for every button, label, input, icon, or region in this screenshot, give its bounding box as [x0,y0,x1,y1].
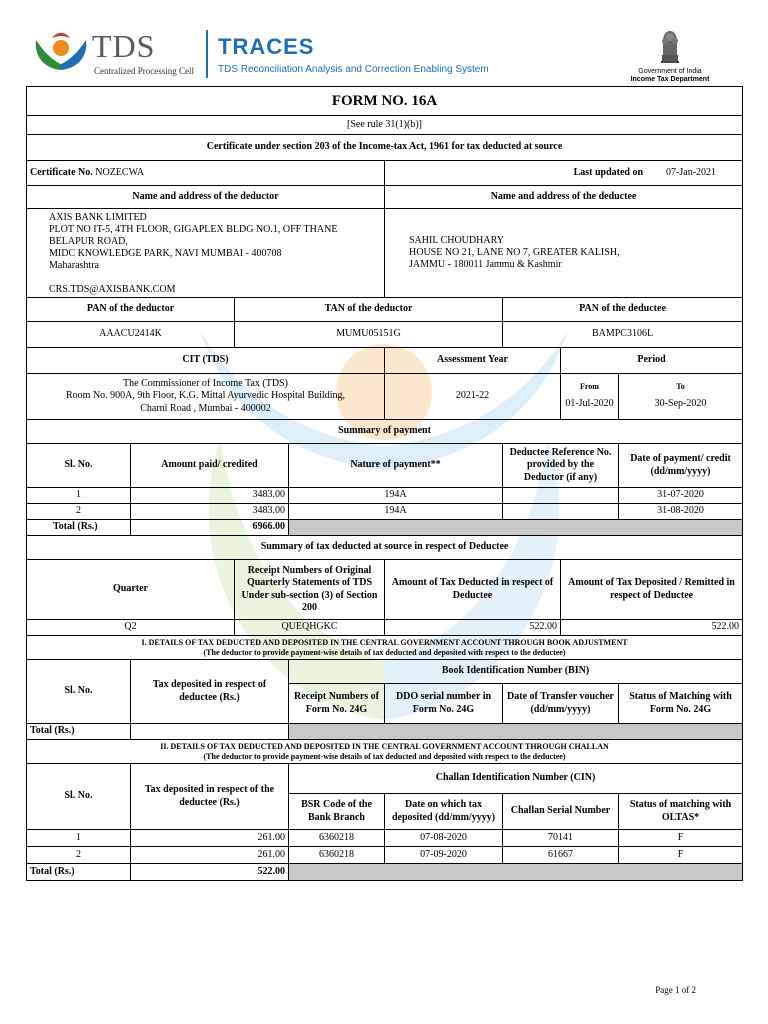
deductor-address-line [49,272,381,284]
s2-date: 07-09-2020 [385,847,503,864]
s2-col-sl: Sl. No. [27,764,131,830]
sp-sl: 2 [27,504,131,520]
s2-col-tax: Tax deposited in respect of the deductee (Rs.) [131,764,289,830]
sp-total-label: Total (Rs.) [27,520,131,536]
sp-sl: 1 [27,488,131,504]
traces-title: TRACES [218,34,315,59]
s2-tax: 261.00 [131,847,289,864]
sp-col-ref: Deductee Reference No. provided by the Deductor (if any) [503,444,619,488]
deductee-heading: Name and address of the deductee [385,186,743,209]
sp-nature: 194A [289,488,503,504]
certificate-heading: Certificate under section 203 of the Income-tax Act, 1961 for tax deducted at source [27,135,743,161]
st-col-quarter: Quarter [27,560,235,620]
deductee-address [385,209,743,298]
sp-nature: 194A [289,504,503,520]
s1-bin-heading: Book Identification Number (BIN) [289,660,743,684]
s2-total-value: 522.00 [131,864,289,881]
st-deducted: 522.00 [385,620,561,636]
table-row [27,830,743,847]
sp-total-filler [289,520,743,536]
sp-date: 31-08-2020 [619,504,743,520]
s2-tax: 261.00 [131,830,289,847]
pan-deductee-value: BAMPC3106L [503,322,743,348]
s2-bsr: 6360218 [289,847,385,864]
assessment-year-label: Assessment Year [385,348,561,374]
pan-deductor-label: PAN of the deductor [27,298,235,322]
last-updated-value: 07-Jan-2021 [666,166,717,178]
period-to-cell [619,374,743,420]
sp-ref [503,504,619,520]
form-title: FORM NO. 16A [27,87,743,116]
period-from-cell [561,374,619,420]
sp-total-value: 6966.00 [131,520,289,536]
sp-amount: 3483.00 [131,504,289,520]
form-16a-table [26,86,743,881]
page-header [0,0,768,88]
s1-total-filler [289,724,743,740]
certificate-no-label: Certificate No. [30,166,93,178]
certificate-no-value: NOZECWA [95,166,145,178]
s2-serial: 70141 [503,830,619,847]
certificate-no-cell [27,161,385,186]
income-tax-dept-label: Income Tax Department [630,76,710,83]
sp-amount: 3483.00 [131,488,289,504]
s2-cin-heading: Challan Identification Number (CIN) [289,764,743,794]
section2-heading-cell [27,740,743,764]
s2-col-serial: Challan Serial Number [503,794,619,830]
deductor-address-line: BELAPUR ROAD, [49,236,128,247]
table-row [27,504,743,520]
s2-status: F [619,847,743,864]
table-row [27,620,743,636]
s1-col-status: Status of Matching with Form No. 24G [619,684,743,724]
page-number: Page 1 of 2 [655,985,696,995]
sp-col-amount: Amount paid/ credited [131,444,289,488]
table-row [27,488,743,504]
s2-bsr: 6360218 [289,830,385,847]
s1-col-sl: Sl. No. [27,660,131,724]
s2-sl: 1 [27,830,131,847]
sp-col-sl: Sl. No. [27,444,131,488]
deductor-address-line: PLOT NO IT-5, 4TH FLOOR, GIGAPLEX BLDG NO.1, OFF THANE [49,224,338,235]
tan-deductor-label: TAN of the deductor [235,298,503,322]
section1-heading-cell [27,636,743,660]
cit-label: CIT (TDS) [27,348,385,374]
deductor-heading: Name and address of the deductor [27,186,385,209]
s1-total-label: Total (Rs.) [27,724,131,740]
s2-date: 07-08-2020 [385,830,503,847]
form-rule: [See rule 31(1)(b)] [27,116,743,135]
deductor-address-line: MIDC KNOWLEDGE PARK, NAVI MUMBAI - 400708 [49,248,282,259]
last-updated-cell [385,161,743,186]
sp-col-nature: Nature of payment** [289,444,503,488]
section2-subheading: (The deductor to provide payment-wise details of tax deducted and deposited with respect to the deductee) [203,751,566,761]
pan-deductee-label: PAN of the deductee [503,298,743,322]
deductor-address-line: AXIS BANK LIMITED [49,212,147,223]
national-emblem-icon [654,25,686,65]
deductor-address [27,209,385,298]
pan-deductor-value: AAACU2414K [27,322,235,348]
deductee-address-line: SAHIL CHOUDHARY [409,235,504,246]
s1-col-receipt: Receipt Numbers of Form No. 24G [289,684,385,724]
cit-address [27,374,385,420]
period-from-label: From [580,382,599,392]
s2-col-status: Status of matching with OLTAS* [619,794,743,830]
s2-total-filler [289,864,743,881]
s2-total-label: Total (Rs.) [27,864,131,881]
st-col-deposited: Amount of Tax Deposited / Remitted in respect of Deductee [561,560,743,620]
s2-serial: 61667 [503,847,619,864]
govt-of-india-label: Government of India [638,68,702,75]
period-to-value: 30-Sep-2020 [654,398,707,410]
tds-logo-text: TDS [92,28,156,64]
tds-logo-subtitle: Centralized Processing Cell [94,66,194,76]
period-label: Period [561,348,743,374]
s2-col-bsr: BSR Code of the Bank Branch [289,794,385,830]
s1-col-ddo: DDO serial number in Form No. 24G [385,684,503,724]
deductor-address-line: Maharashtra [49,260,99,271]
cit-address-line: Charni Road , Mumbai - 400002 [140,402,271,414]
section2-heading: II. DETAILS OF TAX DEDUCTED AND DEPOSITED IN THE CENTRAL GOVERNMENT ACCOUNT THROUGH CHALLAN [160,741,609,751]
last-updated-label: Last updated on [573,166,644,178]
cit-address-line: Room No. 900A, 9th Floor, K.G. Mittal Ayurvedic Hospital Building, [66,390,345,402]
st-receipt: QUEQHGKC [235,620,385,636]
header-divider [206,30,208,78]
st-deposited: 522.00 [561,620,743,636]
deductee-address-line: JAMMU - 180011 Jammu & Kashmir [409,259,562,270]
sp-ref [503,488,619,504]
st-quarter: Q2 [27,620,235,636]
s2-sl: 2 [27,847,131,864]
period-to-label: To [676,382,685,392]
s1-total-value [131,724,289,740]
period-from-value: 01-Jul-2020 [565,398,614,410]
sp-date: 31-07-2020 [619,488,743,504]
s2-status: F [619,830,743,847]
tds-logo-icon [30,30,92,76]
summary-payment-heading: Summary of payment [27,420,743,444]
st-col-deducted: Amount of Tax Deducted in respect of Deductee [385,560,561,620]
table-row [27,847,743,864]
cit-address-line: The Commissioner of Income Tax (TDS) [123,377,288,389]
summary-tax-heading: Summary of tax deducted at source in respect of Deductee [27,536,743,560]
s1-col-date: Date of Transfer voucher (dd/mm/yyyy) [503,684,619,724]
s1-col-tax: Tax deposited in respect of deductee (Rs.) [131,660,289,724]
section1-heading: I. DETAILS OF TAX DEDUCTED AND DEPOSITED IN THE CENTRAL GOVERNMENT ACCOUNT THROUGH BOOK ADJUSTMENT [141,637,628,647]
deductee-address-line: HOUSE NO 21, LANE NO 7, GREATER KALISH, [409,247,620,258]
assessment-year-value: 2021-22 [385,374,561,420]
traces-subtitle: TDS Reconciliation Analysis and Correction Enabling System [218,64,489,75]
sp-col-date: Date of payment/ credit (dd/mm/yyyy) [619,444,743,488]
section1-subheading: (The deductor to provide payment-wise details of tax deducted and deposited with respect to the deductee) [203,647,566,657]
tan-deductor-value: MUMU05151G [235,322,503,348]
s2-col-date: Date on which tax deposited (dd/mm/yyyy) [385,794,503,830]
deductor-email: CRS.TDS@AXISBANK.COM [49,284,176,295]
st-col-receipt: Receipt Numbers of Original Quarterly Statements of TDS Under sub-section (3) of Section 200 [235,560,385,620]
